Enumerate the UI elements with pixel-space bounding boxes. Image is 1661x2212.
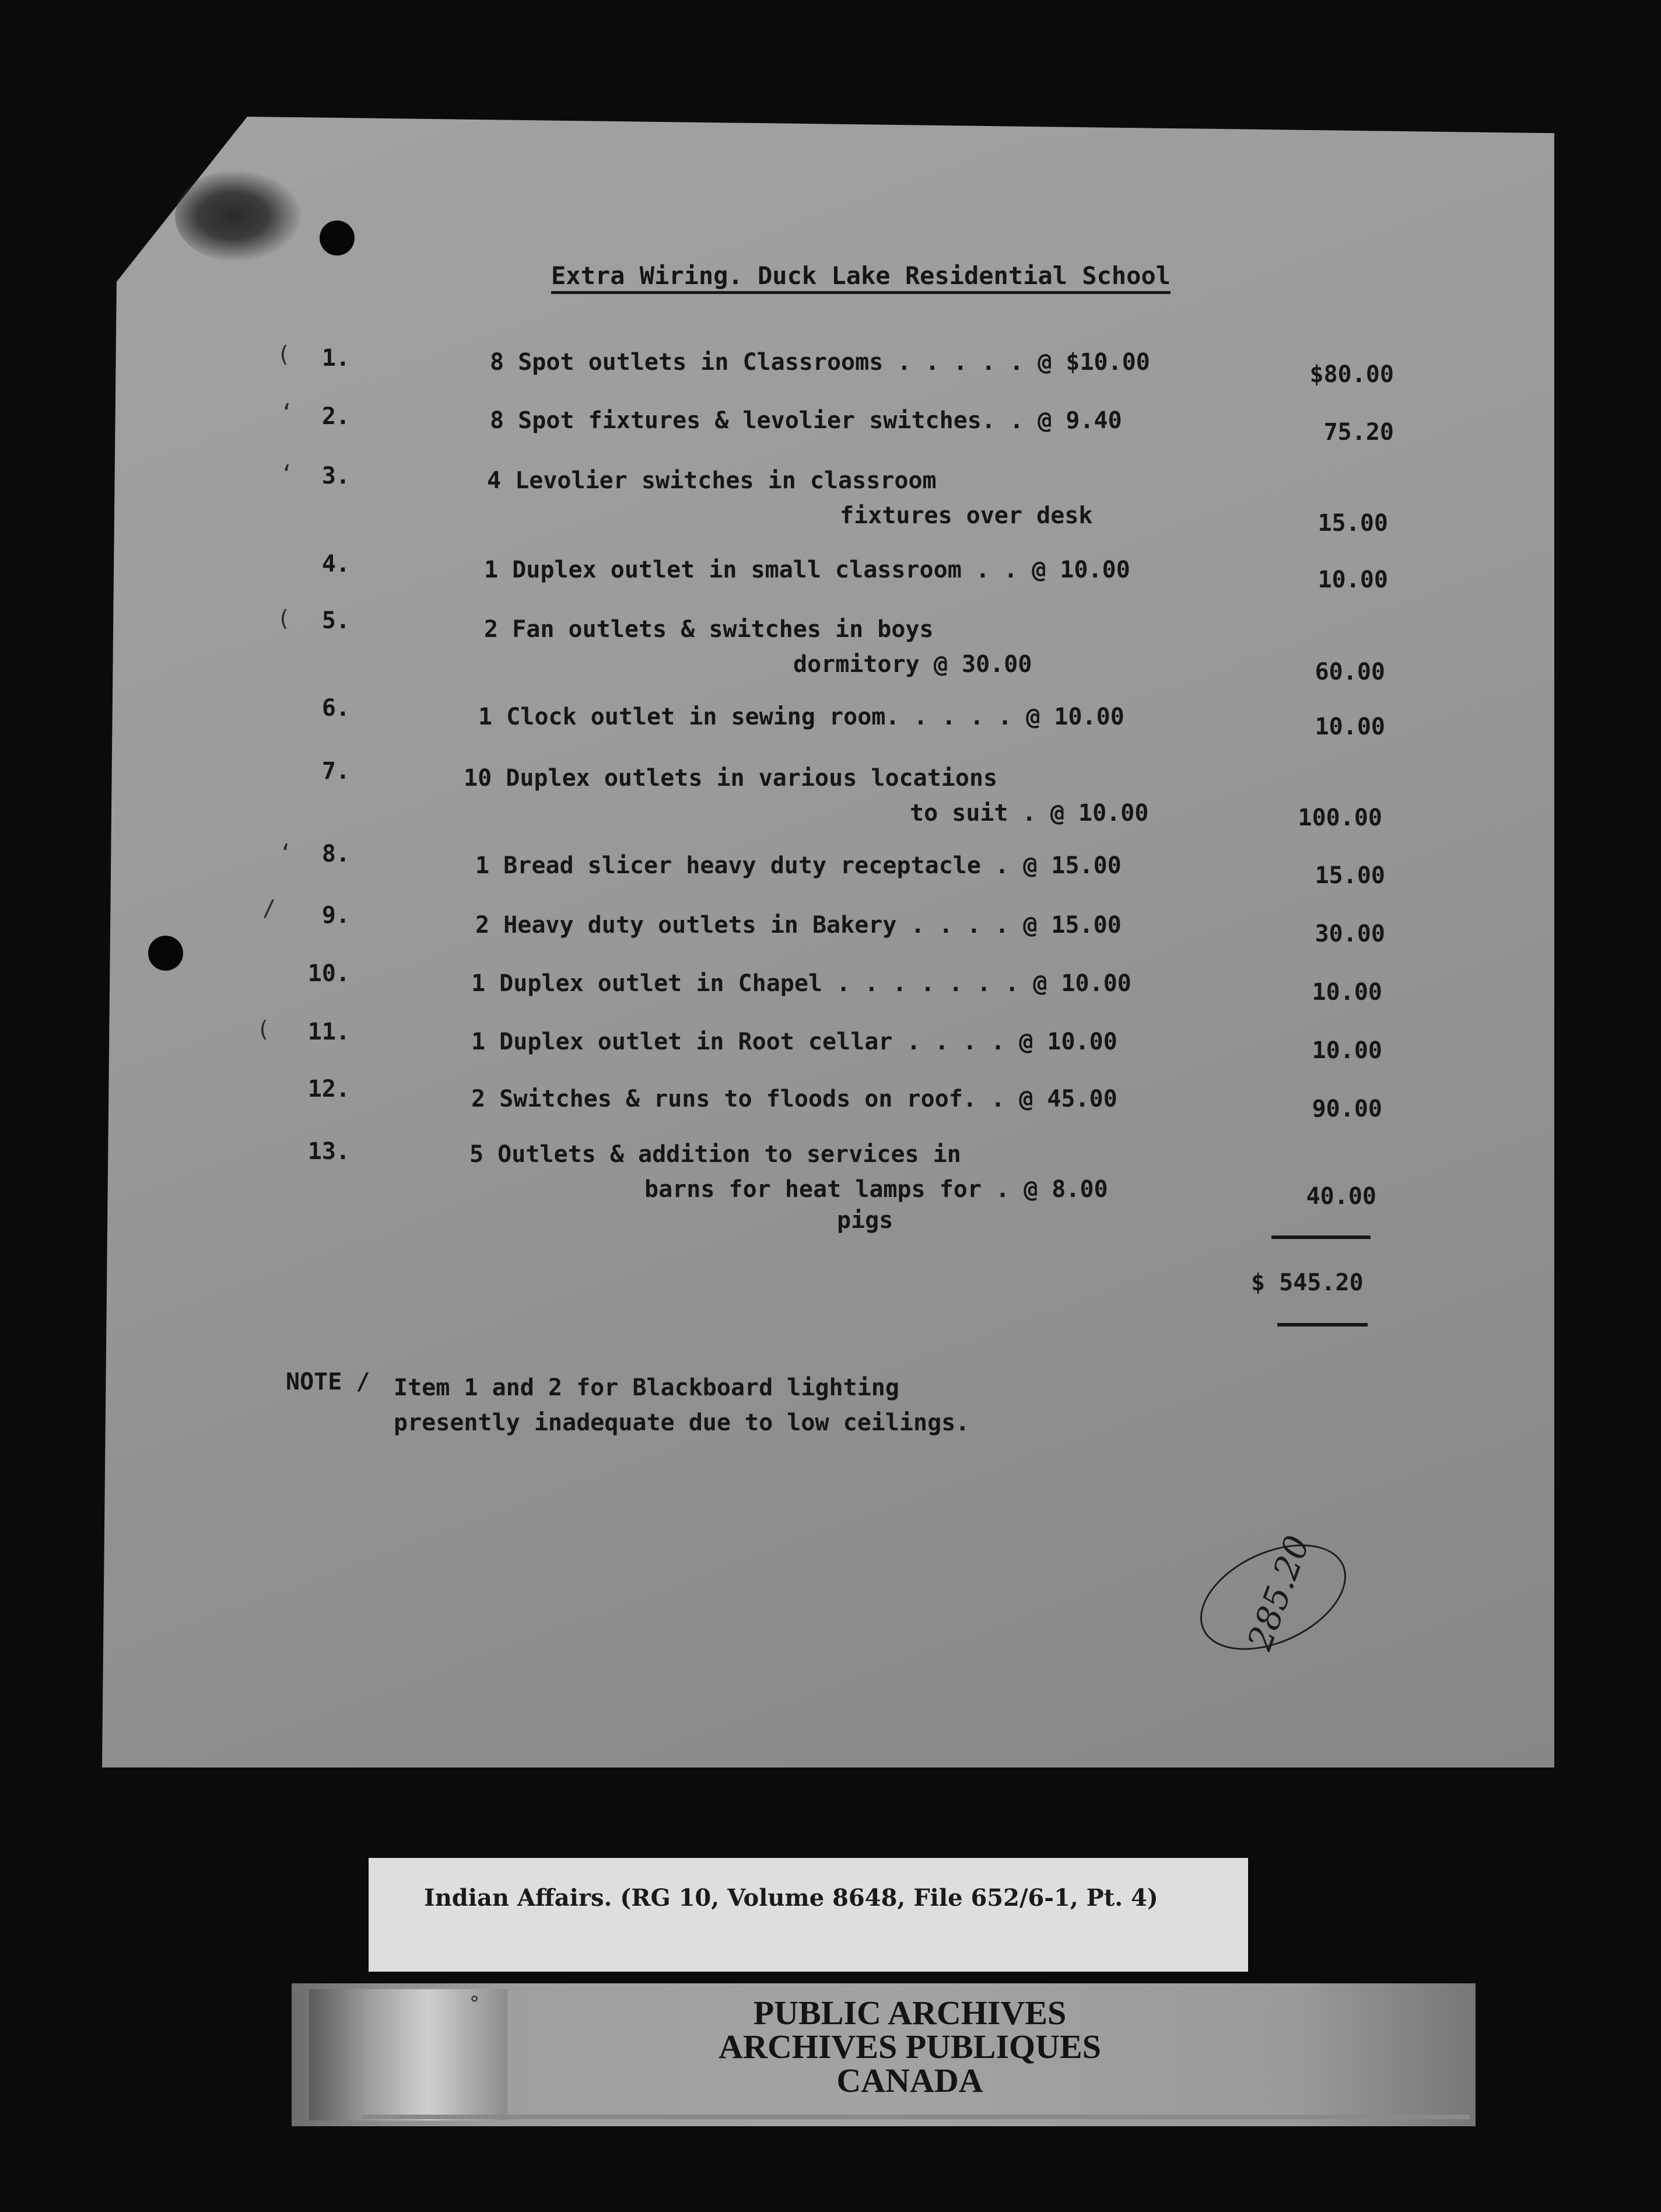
reference-text: Indian Affairs. (RG 10, Volume 8648, File 652/6-1, Pt. 4) <box>424 1884 1158 1912</box>
note-line: presently inadequate due to low ceilings. <box>394 1409 970 1436</box>
item-amount: 10.00 <box>1312 979 1382 1006</box>
item-number: 9. <box>321 902 350 929</box>
item-description: 1 Bread slicer heavy duty receptacle . @ 15.00 <box>475 852 1122 879</box>
item-description: 1 Duplex outlet in Chapel . . . . . . . @ 10.00 <box>471 970 1131 997</box>
item-description: 8 Spot outlets in Classrooms . . . . . @ $10.00 <box>490 349 1150 376</box>
item-description: 2 Fan outlets & switches in boys <box>484 616 934 643</box>
item-amount: 40.00 <box>1306 1183 1376 1210</box>
note-label: NOTE / <box>286 1368 370 1395</box>
item-number: 13. <box>307 1138 350 1165</box>
item-number: 3. <box>321 463 350 489</box>
item-amount: 15.00 <box>1317 510 1388 537</box>
item-description-cont: barns for heat lamps for . @ 8.00 <box>644 1176 1108 1203</box>
item-amount: 30.00 <box>1315 921 1385 947</box>
item-number: 2. <box>321 403 350 430</box>
item-description: 4 Levolier switches in classroom <box>487 467 937 494</box>
item-number: 4. <box>321 551 350 578</box>
item-description: 10 Duplex outlets in various locations <box>464 765 998 792</box>
item-amount: 100.00 <box>1298 804 1382 831</box>
sum-rule <box>1271 1236 1371 1239</box>
item-description-cont: to suit . @ 10.00 <box>910 800 1149 827</box>
total-rule <box>1277 1323 1368 1326</box>
item-number: 5. <box>321 607 350 634</box>
check-mark: ‘ <box>279 840 292 866</box>
reference-label <box>369 1858 1248 1972</box>
item-number: 10. <box>307 960 350 987</box>
item-amount: 10.00 <box>1315 713 1385 740</box>
item-description: 5 Outlets & addition to services in <box>469 1141 961 1168</box>
item-description-cont: dormitory @ 30.00 <box>793 651 1032 678</box>
archive-line: ARCHIVES PUBLIQUES <box>719 2028 1101 2066</box>
check-mark: ( <box>277 606 290 631</box>
item-description: 1 Duplex outlet in Root cellar . . . . @ 10.00 <box>471 1028 1117 1055</box>
item-number: 1. <box>321 345 350 372</box>
check-mark: / <box>262 895 276 921</box>
document-title: Extra Wiring. Duck Lake Residential School <box>551 261 1171 294</box>
handwritten-figure: 285.20 <box>1239 1530 1317 1656</box>
check-mark: ( <box>277 341 290 367</box>
item-amount: 75.20 <box>1323 419 1394 446</box>
punch-hole-top <box>320 220 355 256</box>
item-number: 12. <box>307 1076 350 1102</box>
item-description-cont: pigs <box>837 1207 893 1234</box>
archive-line: PUBLIC ARCHIVES <box>753 1994 1067 2032</box>
check-mark: ‘ <box>280 400 293 425</box>
item-amount: 15.00 <box>1315 862 1385 889</box>
punch-hole-middle <box>148 936 183 971</box>
item-amount: 10.00 <box>1312 1037 1382 1064</box>
strip-mark: ° <box>469 1992 479 2015</box>
item-number: 6. <box>321 695 350 722</box>
item-description: 2 Switches & runs to floods on roof. . @ 45.00 <box>471 1086 1117 1112</box>
item-description-cont: fixtures over desk <box>840 502 1093 529</box>
item-description: 1 Duplex outlet in small classroom . . @ 10.00 <box>484 556 1130 583</box>
item-number: 7. <box>321 758 350 785</box>
archive-line: CANADA <box>836 2062 983 2099</box>
bottom-edge <box>362 2115 1470 2119</box>
item-description: 1 Clock outlet in sewing room. . . . . @ 10.00 <box>478 704 1124 730</box>
item-amount: 60.00 <box>1315 659 1385 685</box>
note-line: Item 1 and 2 for Blackboard lighting <box>394 1374 899 1401</box>
item-number: 11. <box>307 1019 350 1045</box>
check-mark: ( <box>257 1016 270 1042</box>
item-description: 8 Spot fixtures & levolier switches. . @ 9.40 <box>490 407 1122 434</box>
check-mark: ‘ <box>280 461 293 487</box>
item-amount: $80.00 <box>1309 361 1394 388</box>
item-number: 8. <box>321 841 350 867</box>
item-description: 2 Heavy duty outlets in Bakery . . . . @ 15.00 <box>475 912 1122 939</box>
total-amount: $ 545.20 <box>1251 1269 1364 1296</box>
archive-stamp <box>292 1983 1476 2126</box>
item-amount: 90.00 <box>1312 1096 1382 1122</box>
torn-corner <box>175 169 303 262</box>
item-amount: 10.00 <box>1317 566 1388 593</box>
